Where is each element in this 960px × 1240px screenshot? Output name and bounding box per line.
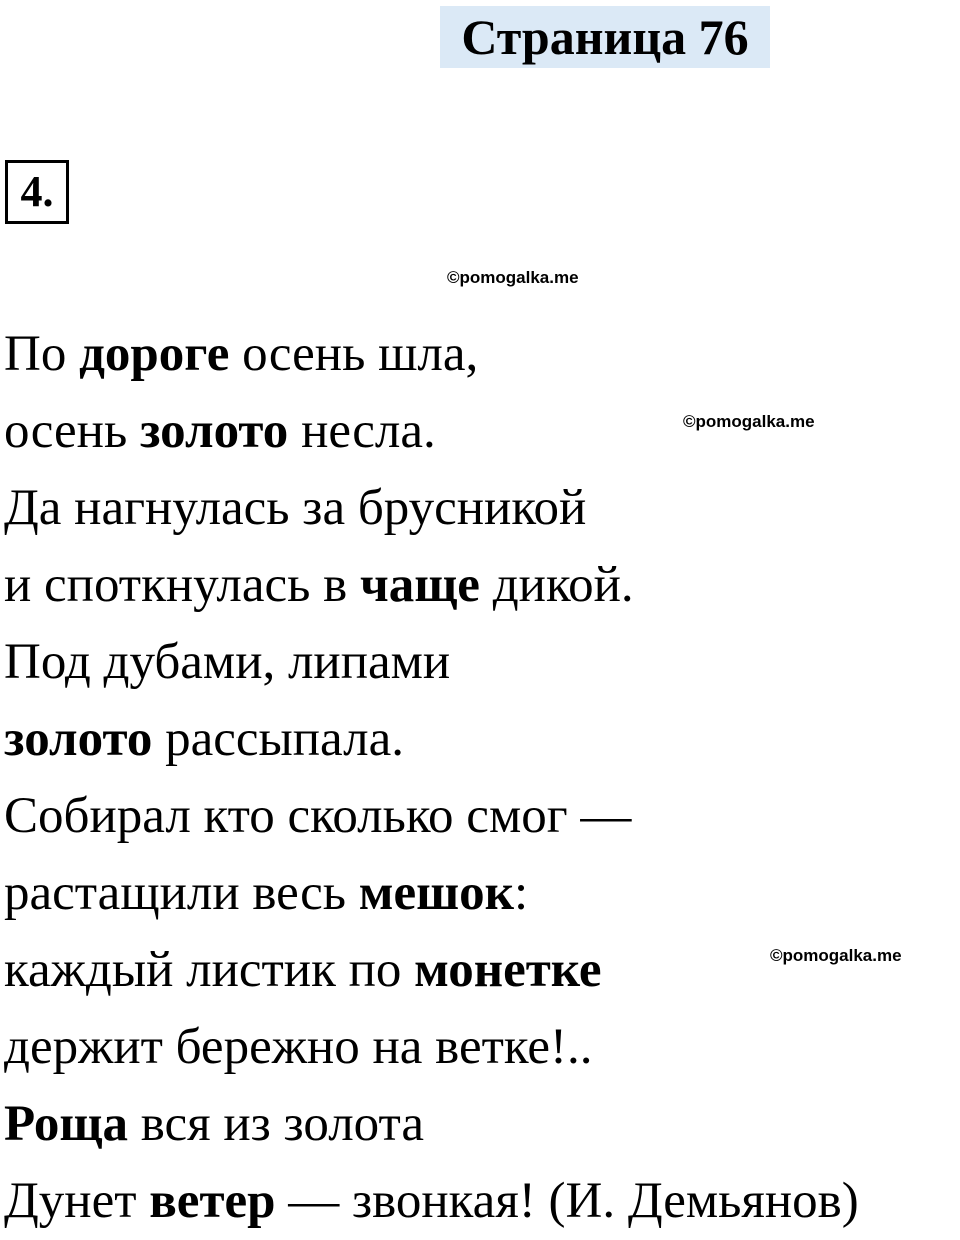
poem-line bbox=[4, 1163, 859, 1240]
watermark: ©pomogalka.me bbox=[683, 412, 815, 431]
poem-text-segment: каждый листик по bbox=[4, 942, 415, 998]
poem-text-segment: держит бережно на ветке!.. bbox=[4, 1019, 593, 1075]
poem-line bbox=[4, 470, 859, 547]
poem-text-segment: растащили весь bbox=[4, 865, 359, 921]
bold-word: золото bbox=[139, 403, 289, 459]
watermark: ©pomogalka.me bbox=[770, 946, 902, 965]
poem-line bbox=[4, 855, 859, 932]
poem-text-segment: Собирал кто сколько смог — bbox=[4, 788, 632, 844]
bold-word: ветер bbox=[149, 1173, 276, 1229]
bold-word: Роща bbox=[4, 1096, 128, 1152]
poem-text-segment: Под дубами, липами bbox=[4, 634, 451, 690]
bold-word: дороге bbox=[79, 326, 230, 382]
poem-text-segment: вся из золота bbox=[127, 1096, 425, 1152]
poem-text-segment: осень bbox=[4, 403, 140, 459]
poem-text-segment: Да нагнулась за брусникой bbox=[4, 480, 587, 536]
task-number-box: 4. bbox=[5, 160, 69, 224]
bold-word: чаще bbox=[359, 557, 480, 613]
poem-text-segment: несла. bbox=[288, 403, 436, 459]
poem-line bbox=[4, 701, 859, 778]
bold-word: мешок bbox=[358, 865, 515, 921]
watermark: ©pomogalka.me bbox=[447, 268, 579, 287]
poem-text bbox=[4, 316, 859, 1240]
poem-line bbox=[4, 932, 859, 1009]
poem-line bbox=[4, 316, 859, 393]
poem-line bbox=[4, 1086, 859, 1163]
bold-word: монетке bbox=[414, 942, 602, 998]
poem-text-segment: рассыпала. bbox=[152, 711, 404, 767]
poem-text-segment: : bbox=[514, 865, 529, 921]
poem-text-segment: — звонкая! (И. Демьянов) bbox=[275, 1173, 859, 1229]
poem-text-segment: Дунет bbox=[4, 1173, 150, 1229]
poem-line bbox=[4, 778, 859, 855]
poem-text-segment: и споткнулась в bbox=[4, 557, 360, 613]
poem-text-segment: дикой. bbox=[479, 557, 634, 613]
poem-line bbox=[4, 1009, 859, 1086]
poem-text-segment: По bbox=[4, 326, 80, 382]
poem-line bbox=[4, 547, 859, 624]
page-title: Страница 76 bbox=[440, 6, 770, 68]
poem-line bbox=[4, 393, 859, 470]
bold-word: золото bbox=[4, 711, 153, 767]
poem-text-segment: осень шла, bbox=[229, 326, 479, 382]
poem-line bbox=[4, 624, 859, 701]
